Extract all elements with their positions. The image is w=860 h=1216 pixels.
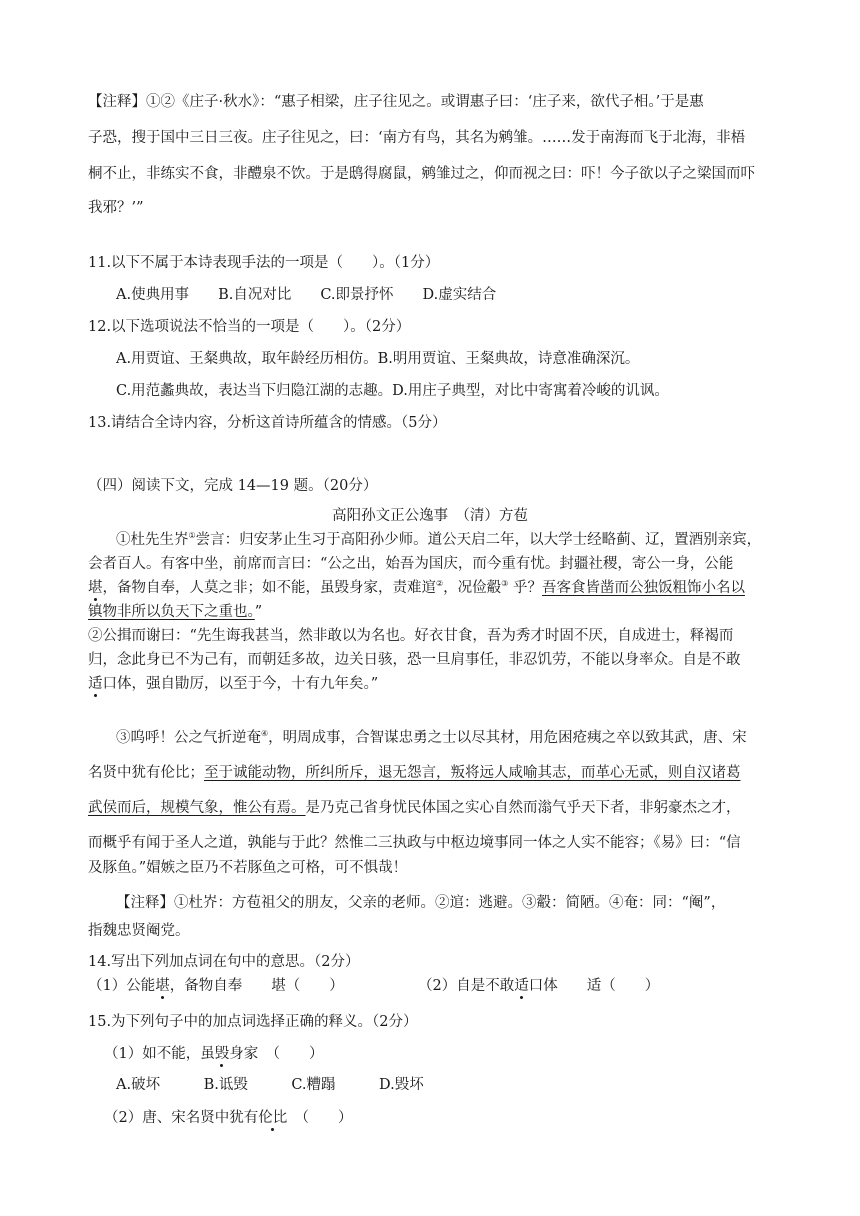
question-14-stem: 14.写出下列加点词在句中的意思。（2分） <box>88 954 360 970</box>
footnote-mark: ④ <box>261 729 269 739</box>
passage-para-3-line-1 <box>116 728 747 748</box>
footnote-mark: ① <box>188 531 196 541</box>
dotted-word: 堪 <box>88 580 103 596</box>
footnote-mark: ③ <box>501 579 509 589</box>
dotted-word: 适 <box>514 978 529 994</box>
footnote-mark: ② <box>436 579 444 589</box>
question-15-sub-1 <box>104 1044 323 1064</box>
text: ，备物自奉，人莫之非；如不能，虽毁身家，责难逭 <box>102 580 436 596</box>
note-line-1: 【注释】①②《庄子·秋水》：“惠子相梁，庄子往见之。或谓惠子曰：‘庄子来，欲代子相。’于是惠 <box>88 94 704 110</box>
passage-title: 高阳孙文正公逸事 （清）方苞 <box>332 508 528 524</box>
text: （1）公能 <box>88 978 156 994</box>
text: ，况俭觳 <box>443 580 502 596</box>
text: ①杜先生岕 <box>116 532 189 548</box>
note-line-2: 子恐，搜于国中三日三夜。庄子往见之，曰：‘南方有鸟，其名为鹓雏。……发于南海而飞于北海，非梧 <box>88 130 746 146</box>
passage-para-2-line-2: 归，念此身已不为己有，而朝廷多故，边关日骇，恐一旦肩事任，非忍饥劳，不能以身率众。自是不敢 <box>88 652 741 668</box>
question-15-sub-1-options: A.破坏 B.诋毁 C.糟蹋 D.毁坏 <box>116 1077 424 1093</box>
text: ③呜呼！公之气折逆奄 <box>116 730 261 746</box>
text: 乎？ <box>508 580 542 596</box>
question-14-part-1 <box>88 976 344 996</box>
text: （ ） <box>287 1110 353 1126</box>
question-11-options: A.使典用事 B.自况对比 C.即景抒怀 D.虚实结合 <box>116 287 497 303</box>
question-15-stem: 15.为下列句子中的加点词选择正确的释义。（2分） <box>88 1014 418 1030</box>
footnote-line-1: 【注释】①杜岕：方苞祖父的朋友，父亲的老师。②逭：逃避。③觳：简陋。④奄：同：“阉”， <box>116 895 726 911</box>
text: 是乃克己省身忧民体国之实心自然而滃气乎天下者，非躬豪杰之才， <box>305 800 741 816</box>
underlined-sentence: 武侯而后，规模气象，惟公有焉。 <box>88 800 306 816</box>
passage-para-1-line-2: 会者百人。有客中坐，前席而言曰：“公之出，始吾为国庆，而今重有忧。封疆社稷，寄公一身，公能 <box>88 556 734 572</box>
passage-para-2-line-1: ②公揖而谢曰：“先生诲我甚当，然非敢以为名也。好衣甘食，吾为秀才时固不厌，自成进士，释褐而 <box>88 628 734 644</box>
question-14-part-2 <box>418 976 659 996</box>
note-line-4: 我邪？’” <box>88 200 144 216</box>
passage-para-1-line-4 <box>88 602 262 622</box>
dotted-word: 毁 <box>214 1046 230 1062</box>
question-12-stem: 12.以下选项说法不恰当的一项是（ ）。（2分） <box>88 319 411 335</box>
dotted-word: 伦比 <box>258 1110 288 1126</box>
text: 口体 适（ ） <box>528 978 660 994</box>
text: ，明周成事，合智谋忠勇之士以尽其材，用危困疮痍之卒以致其武，唐、宋 <box>268 730 747 746</box>
text: （2）唐、宋名贤中犹有 <box>104 1110 259 1126</box>
underlined-sentence: 至于诚能动物，所纠所斥，退无怨言，叛将远人咸喻其志，而革心无贰，则自汉诸葛 <box>204 765 741 781</box>
text: 口体，强自勖厉，以至于今，十有九年矣。” <box>102 676 379 692</box>
passage-para-1-line-1 <box>116 530 761 550</box>
passage-para-3-line-5: 及豚鱼。”媢嫉之臣乃不若豚鱼之可格，可不惧哉！ <box>88 860 408 876</box>
text: （2）自是不敢 <box>418 978 515 994</box>
text: 身家 （ ） <box>229 1046 324 1062</box>
dotted-word: 适 <box>88 676 103 692</box>
text: （1）如不能，虽 <box>104 1046 215 1062</box>
underlined-sentence: 吾客食皆凿而公独饭粗饰小名以 <box>541 580 745 596</box>
dotted-word: 堪 <box>155 978 170 994</box>
text: 尝言：归安茅止生习于高阳孙少师。道公天启二年，以大学士经略蓟、辽，置酒别亲宾， <box>195 532 762 548</box>
underlined-sentence: 镇物非所以负天下之重也。 <box>88 604 255 620</box>
passage-para-3-line-2 <box>88 763 741 783</box>
text: 名贤中犹有伦比； <box>88 765 204 781</box>
footnote-line-2: 指魏忠贤阉党。 <box>88 923 190 939</box>
question-15-sub-2 <box>104 1108 352 1128</box>
note-line-3: 桐不止，非练实不食，非醴泉不饮。于是鸱得腐鼠，鹓雏过之，仰而视之曰：吓！今子欲以子之梁国而吓 <box>88 166 755 182</box>
text: ，备物自奉 堪（ ） <box>169 978 344 994</box>
text: ” <box>254 604 263 620</box>
question-12-options-1: A.用贾谊、王粲典故，取年龄经历相仿。B.明用贾谊、王粲典故，诗意准确深沉。 <box>116 351 640 367</box>
passage-para-2-line-3 <box>88 674 378 694</box>
section-heading: （四）阅读下文，完成 14—19 题。（20分） <box>88 478 378 494</box>
passage-para-3-line-3 <box>88 798 741 818</box>
question-12-options-2: C.用范蠡典故，表达当下归隐江湖的志趣。D.用庄子典型，对比中寄寓着冷峻的讥讽。 <box>116 383 669 399</box>
question-13-stem: 13.请结合全诗内容，分析这首诗所蕴含的情感。（5分） <box>88 415 447 431</box>
question-11-stem: 11.以下不属于本诗表现手法的一项是（ ）。（1分） <box>88 255 440 271</box>
passage-para-1-line-3 <box>88 578 745 598</box>
passage-para-3-line-4: 而概乎有闻于圣人之道，孰能与于此？然惟二三执政与中枢边境事同一体之人实不能容；《易》曰：“信 <box>88 835 741 851</box>
